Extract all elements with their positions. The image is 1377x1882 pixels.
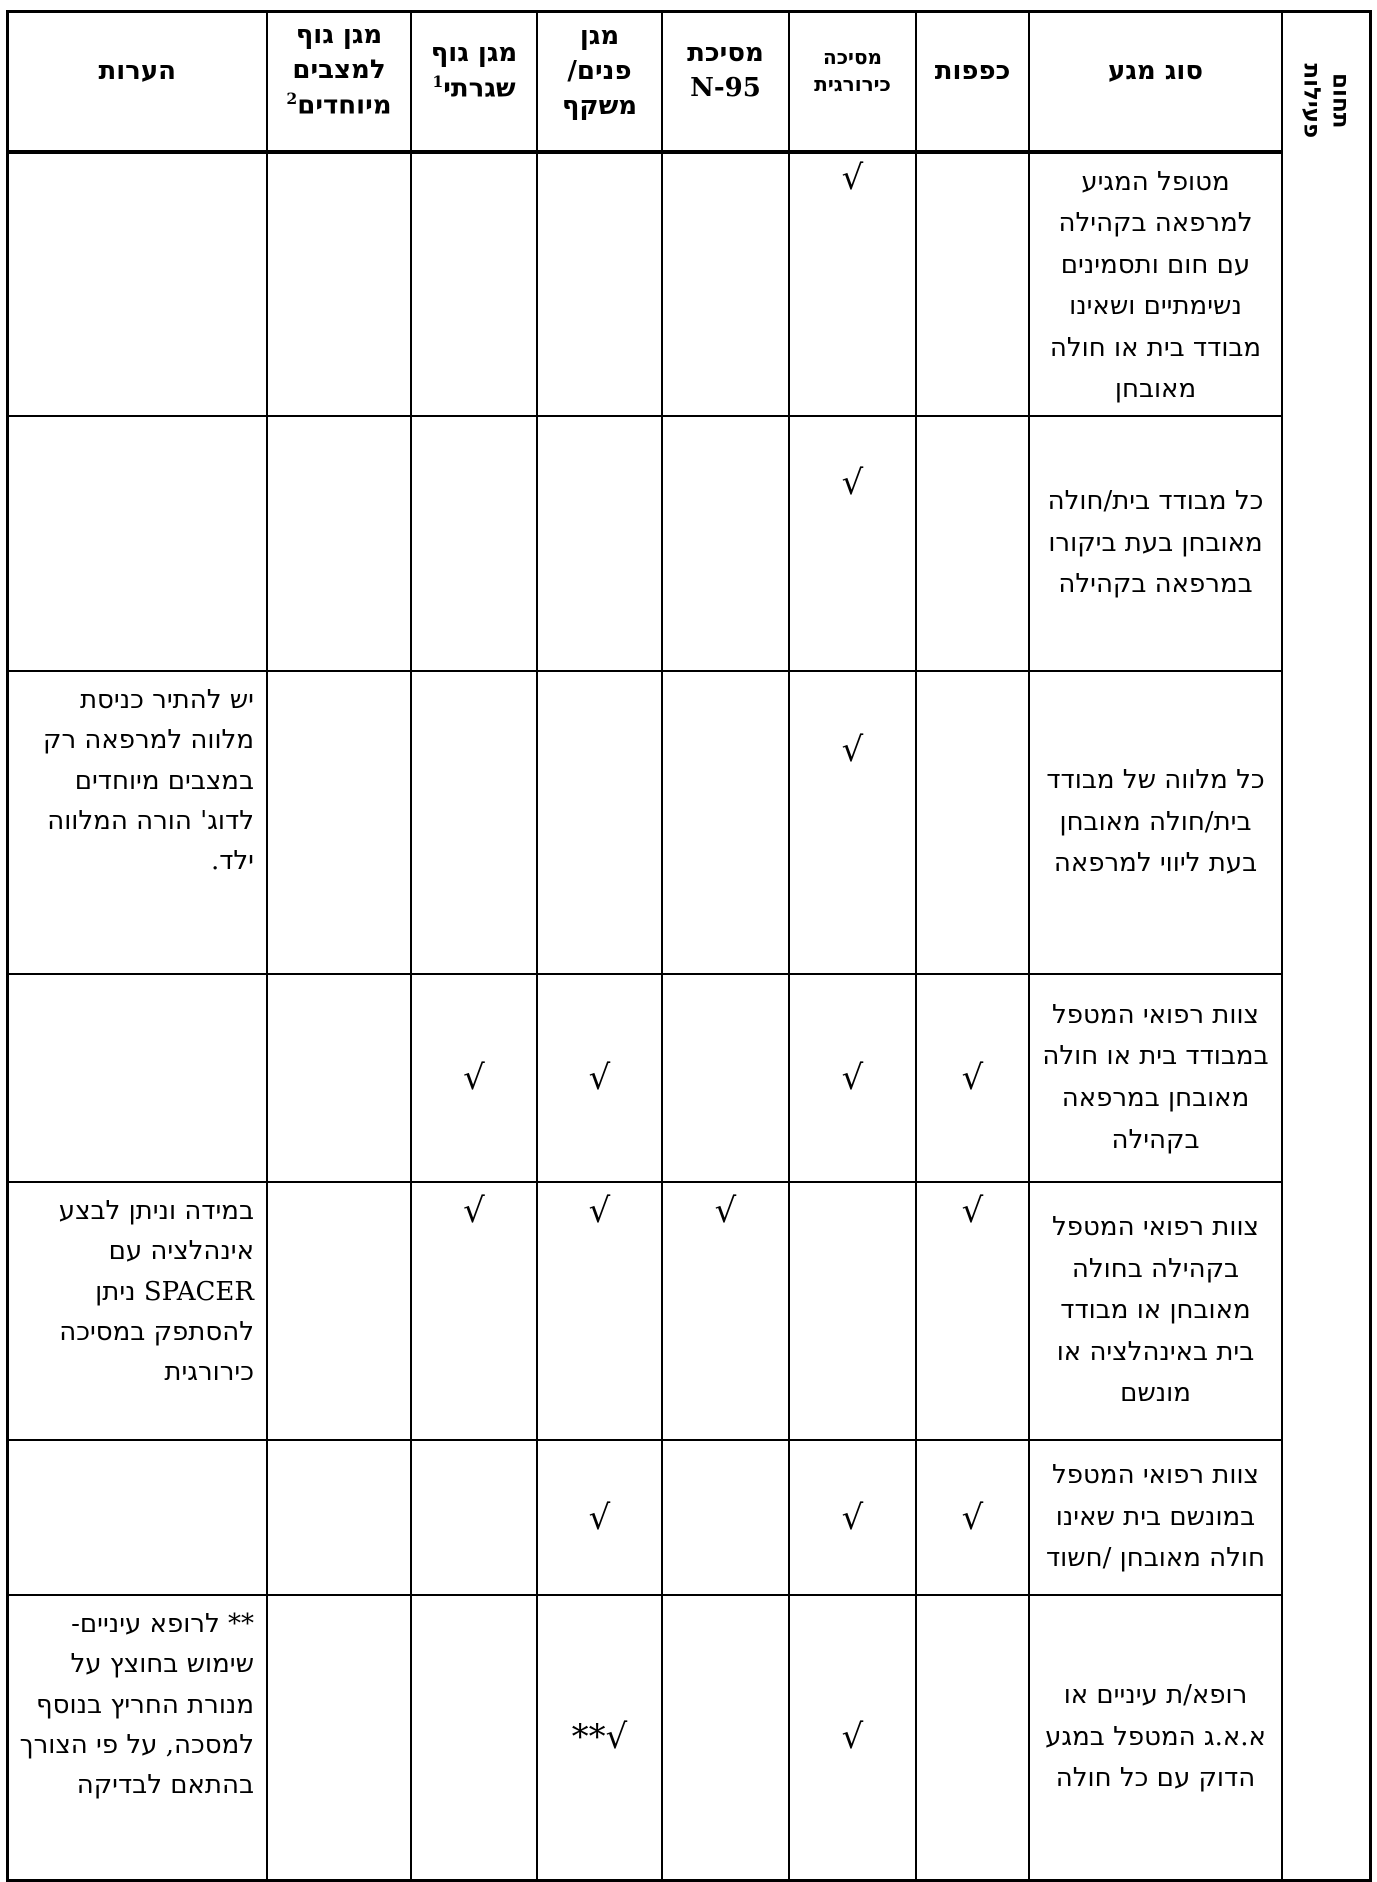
notes-cell — [7, 416, 267, 671]
gloves-cell — [916, 416, 1029, 671]
check-mark: √ — [841, 1717, 864, 1758]
activity-domain-label: תחום פעילות — [1298, 63, 1355, 138]
face-shield-cell — [537, 1182, 662, 1440]
ppe-guidance-table — [6, 10, 1372, 1882]
face-shield-cell — [537, 1440, 662, 1595]
n95-mask-cell — [662, 416, 789, 671]
special-gown-cell — [267, 416, 411, 671]
n95-mask-cell — [662, 1182, 789, 1440]
contact-type-cell: צוות רפואי המטפל בקהילה בחולה מאובחן או מבודד בית באינהלציה או מונשם — [1029, 1182, 1282, 1440]
check-mark: √ — [841, 1058, 864, 1099]
special-gown-cell — [267, 1182, 411, 1440]
activity-domain-wrap — [1283, 13, 1369, 188]
notes-cell: ** לרופא עיניים- שימוש בחוצץ על מנורת החריץ בנוסף למסכה, על פי הצורך בהתאם לבדיקה — [7, 1595, 267, 1880]
routine-gown-cell — [411, 1595, 537, 1880]
header-routine-gown-footnote: 1 — [432, 71, 444, 91]
contact-type-cell: רופא/ת עיניים או א.א.ג המטפל במגע הדוק עם כל חולה — [1029, 1595, 1282, 1880]
header-notes: הערות — [7, 12, 267, 152]
header-n95-mask — [662, 12, 789, 152]
special-gown-cell — [267, 671, 411, 974]
special-gown-cell — [267, 1440, 411, 1595]
surgical-mask-cell — [789, 416, 916, 671]
special-gown-cell — [267, 152, 411, 417]
notes-cell: במידה וניתן לבצע אינהלציה עם SPACER ניתן להסתפק במסיכה כירורגית — [7, 1182, 267, 1440]
n95-mask-cell — [662, 1440, 789, 1595]
check-mark: √ — [961, 1191, 984, 1232]
surgical-mask-cell — [789, 1440, 916, 1595]
contact-type-cell: כל מבודד בית/חולה מאובחן בעת ביקורו במרפאה בקהילה — [1029, 416, 1282, 671]
notes-cell — [7, 152, 267, 417]
n95-mask-cell — [662, 671, 789, 974]
header-gloves: כפפות — [916, 12, 1029, 152]
contact-type-cell: צוות רפואי המטפל במונשם בית שאינו חולה מאובחן /חשוד — [1029, 1440, 1282, 1595]
header-row — [7, 12, 1370, 152]
header-special-gown-footnote: 2 — [286, 89, 298, 109]
check-mark: √ — [714, 1191, 737, 1232]
contact-type-cell: צוות רפואי המטפל במבודד בית או חולה מאובחן במרפאה בקהילה — [1029, 974, 1282, 1182]
gloves-cell — [916, 974, 1029, 1182]
routine-gown-cell — [411, 1182, 537, 1440]
face-shield-cell — [537, 416, 662, 671]
contact-type-cell: מטופל המגיע למרפאה בקהילה עם חום ותסמינים נשימתיים ושאינו מבודד בית או חולה מאובחן — [1029, 152, 1282, 417]
notes-cell: יש להתיר כניסת מלווה למרפאה רק במצבים מיוחדים לדוג' הורה המלווה ילד. — [7, 671, 267, 974]
check-mark: √ — [588, 1191, 611, 1232]
routine-gown-cell — [411, 1440, 537, 1595]
table-row-eye-ent-doctor — [7, 1595, 1370, 1880]
activity-domain-cell — [1282, 12, 1370, 1881]
routine-gown-cell — [411, 416, 537, 671]
header-routine-gown — [411, 12, 537, 152]
surgical-mask-cell — [789, 974, 916, 1182]
check-mark: **√ — [571, 1717, 628, 1758]
header-surgical-mask: מסיכה כירורגית — [789, 12, 916, 152]
gloves-cell — [916, 1182, 1029, 1440]
header-contact-type: סוג מגע — [1029, 12, 1282, 152]
gloves-cell — [916, 671, 1029, 974]
notes-cell — [7, 1440, 267, 1595]
check-mark: √ — [841, 730, 864, 771]
surgical-mask-cell — [789, 152, 916, 417]
check-mark: √ — [588, 1497, 611, 1538]
table-row-staff-inhalation-ventilated — [7, 1182, 1370, 1440]
header-n95-line1: מסיכת — [687, 38, 764, 69]
table-row-patient-arriving-clinic — [7, 152, 1370, 417]
header-routine-gown-label: מגן גוף שגרתי — [430, 37, 518, 104]
table-row-staff-home-ventilated — [7, 1440, 1370, 1595]
special-gown-cell — [267, 1595, 411, 1880]
check-mark: √ — [463, 1058, 485, 1099]
check-mark: √ — [588, 1058, 611, 1099]
header-special-gown-label: מגן גוף למצבים מיוחדים — [292, 20, 392, 122]
face-shield-cell — [537, 974, 662, 1182]
n95-mask-cell — [662, 974, 789, 1182]
check-mark: √ — [841, 463, 864, 504]
surgical-mask-cell — [789, 1182, 916, 1440]
table-row-staff-treating-isolated-in-clinic — [7, 974, 1370, 1182]
n95-mask-cell — [662, 152, 789, 417]
check-mark: √ — [961, 1058, 984, 1099]
routine-gown-cell — [411, 671, 537, 974]
n95-mask-cell — [662, 1595, 789, 1880]
check-mark: √ — [841, 1497, 864, 1538]
routine-gown-cell — [411, 974, 537, 1182]
gloves-cell — [916, 1440, 1029, 1595]
gloves-cell — [916, 1595, 1029, 1880]
surgical-mask-cell — [789, 671, 916, 974]
table-row-isolated-visiting-clinic — [7, 416, 1370, 671]
face-shield-cell — [537, 152, 662, 417]
header-special-gown — [267, 12, 411, 152]
table-row-escort-of-isolated — [7, 671, 1370, 974]
check-mark: √ — [463, 1191, 485, 1232]
surgical-mask-cell — [789, 1595, 916, 1880]
check-mark: √ — [961, 1497, 984, 1538]
header-face-shield: מגן פנים/ משקף — [537, 12, 662, 152]
face-shield-cell — [537, 1595, 662, 1880]
gloves-cell — [916, 152, 1029, 417]
check-mark: √ — [841, 157, 864, 198]
notes-cell — [7, 974, 267, 1182]
special-gown-cell — [267, 974, 411, 1182]
routine-gown-cell — [411, 152, 537, 417]
header-n95-line2: N-95 — [690, 73, 761, 104]
document-page — [0, 10, 1377, 1847]
face-shield-cell — [537, 671, 662, 974]
contact-type-cell: כל מלווה של מבודד בית/חולה מאובחן בעת ליווי למרפאה — [1029, 671, 1282, 974]
